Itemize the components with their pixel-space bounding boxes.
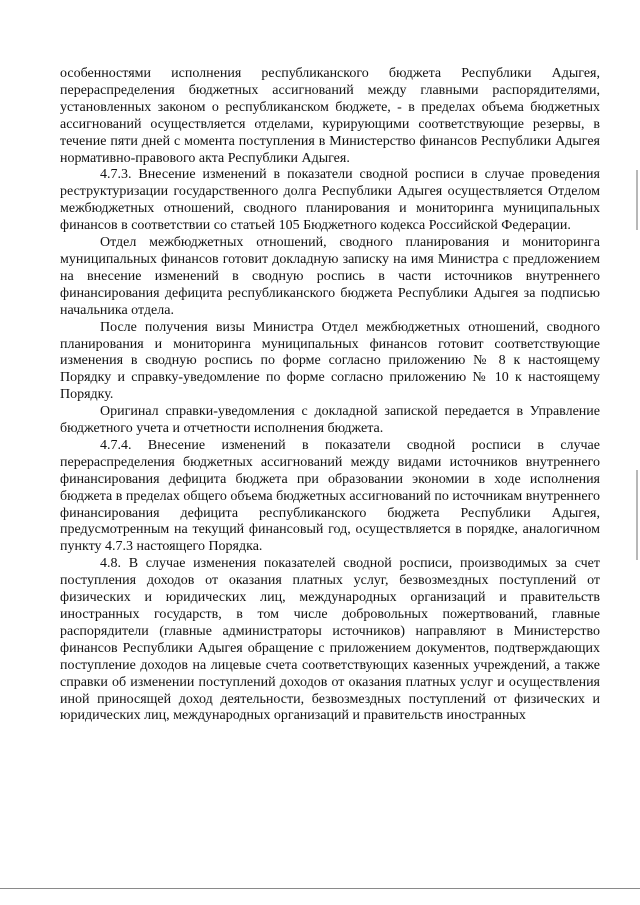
paragraph-4-8: 4.8. В случае изменения показателей сводной росписи, производимых за счет поступления доходов от оказания платных услуг, безвозмездных поступлений от физических и юридических лиц, международных организаций и правительств иностранных государств, в том числе добровольных пожертвований, главные распорядители (главные администраторы источников) направляют в Министерство финансов Республики Адыгея обращение с приложением документов, подтверждающих поступление доходов на лицевые счета соответствующих казенных учреждений, а также справки об изменении поступлений доходов от оказания платных услуг и осуществления иной приносящей доход деятельности, безвозмездных поступлений от физических и юридических лиц, международных организаций и правительств иностранных [60, 556, 600, 724]
paragraph-3: Отдел межбюджетных отношений, сводного планирования и мониторинга муниципальных финансов готовит докладную записку на имя Министра с предложением на внесение изменений в сводную роспись в части источников внутреннего финансирования дефицита республиканского бюджета Республики Адыгея за подписью начальника отдела. [60, 235, 600, 318]
paragraph-4-7-3: 4.7.3. Внесение изменений в показатели сводной росписи в случае проведения реструктуризации государственного долга Республики Адыгея осуществляется Отделом межбюджетных отношений, сводного планирования и мониторинга муниципальных финансов в соответствии со статьей 105 Бюджетного кодекса Российской Федерации. [60, 167, 600, 234]
paragraph-1: особенностями исполнения республиканского бюджета Республики Адыгея, перераспределения бюджетных ассигнований между главными распорядителями, установленных законом о республиканском бюджете, - в пределах объема бюджетных ассигнований осуществляется отделами, курирующими соответствующие резервы, в течение пяти дней с момента поступления в Министерство финансов Республики Адыгея нормативно-правового акта Республики Адыгея. [60, 66, 600, 166]
paragraph-4-7-4: 4.7.4. Внесение изменений в показатели сводной росписи в случае перераспределения бюджетных ассигнований между видами источников внутреннего финансирования дефицита бюджета при образовании экономии в ходе исполнения бюджета в пределах общего объема бюджетных ассигнований по источникам внутреннего финансирования дефицита республиканского бюджета Республики Адыгея, предусмотренным на текущий финансовый год, осуществляется в порядке, аналогичном пункту 4.7.3 настоящего Порядка. [60, 437, 600, 555]
paragraph-5: Оригинал справки-уведомления с докладной запиской передается в Управление бюджетного учета и отчетности исполнения бюджета. [60, 404, 600, 437]
document-body [60, 66, 600, 725]
paragraph-4: После получения визы Министра Отдел межбюджетных отношений, сводного планирования и мониторинга муниципальных финансов готовит соответствующие изменения в сводную роспись по форме согласно приложению № 8 к настоящему Порядку и справку-уведомление по форме согласно приложению № 10 к настоящему Порядку. [60, 319, 600, 403]
scan-edge-mark [636, 170, 638, 230]
scan-edge-mark [636, 470, 638, 560]
scan-bottom-line [0, 888, 640, 889]
